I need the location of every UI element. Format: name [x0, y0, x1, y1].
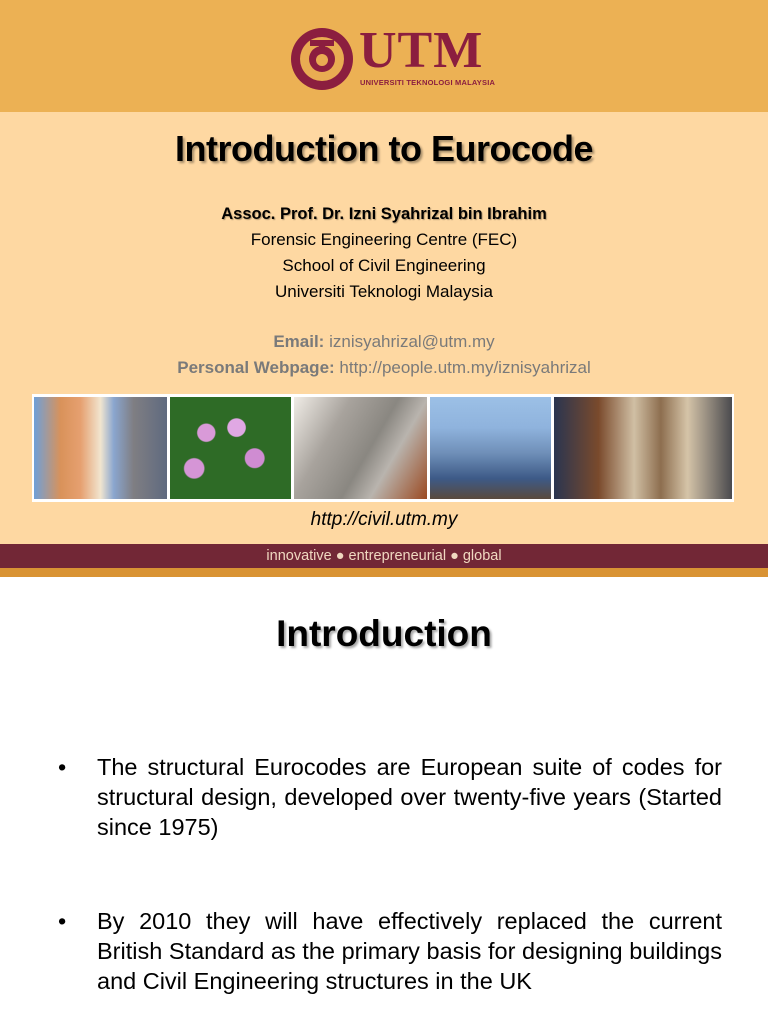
introduction-slide [0, 577, 768, 1024]
author-name: Assoc. Prof. Dr. Izni Syahrizal bin Ibrahim [221, 205, 547, 223]
glass-towers-construction-photo [430, 397, 551, 499]
photo-strip [32, 394, 734, 502]
bullet-icon: • [58, 908, 67, 934]
bullet-text: By 2010 they will have effectively replaced the current British Standard as the primary basis for designing buildings and Civil Engineering structures in the UK [97, 908, 722, 994]
webpage-line [0, 358, 768, 378]
utm-crest-icon [291, 28, 353, 90]
affiliation-centre: Forensic Engineering Centre (FEC) [250, 230, 518, 249]
affiliation-university: Universiti Teknologi Malaysia [275, 282, 493, 301]
webpage-label: Personal Webpage: [177, 358, 335, 377]
high-rise-construction-photo [34, 397, 167, 499]
building-interior-columns-photo [554, 397, 732, 499]
email-label: Email: [273, 332, 325, 351]
presentation-title: Introduction to Eurocode [175, 128, 593, 169]
email-line [0, 332, 768, 352]
faculty-website-link[interactable]: http://civil.utm.my [310, 509, 458, 530]
bottom-accent-strip [0, 568, 768, 577]
webpage-link[interactable]: http://people.utm.my/iznisyahrizal [339, 358, 591, 377]
bullet-icon: • [58, 754, 67, 780]
slide-title: Introduction [276, 613, 492, 654]
bullet-text: The structural Eurocodes are European suite of codes for structural design, developed over twenty-five years (Started since 1975) [97, 754, 722, 840]
logo-subtitle: UNIVERSITI TEKNOLOGI MALAYSIA [360, 78, 496, 87]
tagline-band [0, 544, 768, 568]
header-band [0, 0, 768, 112]
curved-concrete-shell-photo [294, 397, 427, 499]
logo-wordmark: UTM [359, 22, 484, 79]
utm-logo [291, 22, 496, 93]
email-link[interactable]: iznisyahrizal@utm.my [329, 332, 495, 351]
bullet-item [58, 906, 722, 996]
water-lilies-photo [170, 397, 291, 499]
affiliation-school: School of Civil Engineering [282, 256, 486, 275]
tagline: innovative ● entrepreneurial ● global [266, 548, 502, 564]
bullet-item [58, 752, 722, 842]
